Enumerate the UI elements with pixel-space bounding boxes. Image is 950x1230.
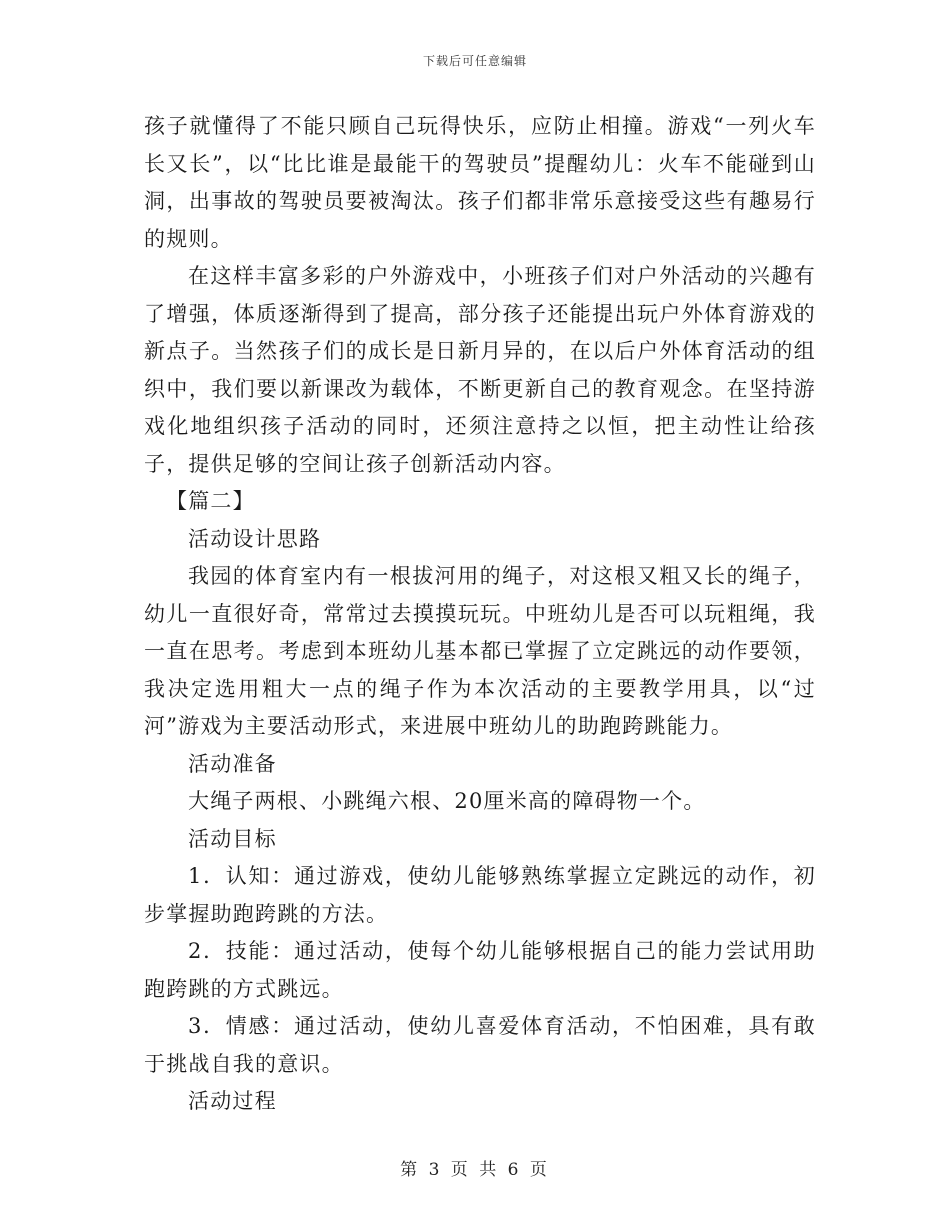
goal-item-cognition: 1．认知：通过游戏，使幼儿能够熟练掌握立定跳远的动作，初步掌握助跑跨跳的方法。 bbox=[144, 864, 816, 926]
heading-process: 活动过程 bbox=[188, 1089, 277, 1113]
heading-preparation: 活动准备 bbox=[188, 751, 277, 776]
page-number-footer: 第 3 页 共 6 页 bbox=[400, 1160, 550, 1180]
heading-goals: 活动目标 bbox=[188, 826, 277, 851]
goal-item-emotion: 3．情感：通过活动，使幼儿喜爱体育活动，不怕困难，具有敢于挑战自我的意识。 bbox=[144, 1014, 816, 1076]
document-body bbox=[144, 108, 816, 1121]
paragraph-continuation: 孩子就懂得了不能只顾自己玩得快乐，应防止相撞。游戏“一列火车长又长”，以“比比谁是最能干的驾驶员”提醒幼儿：火车不能碰到山洞，出事故的驾驶员要被淘汰。孩子们都非常乐意接受这些有趣易行的规则。 bbox=[144, 114, 816, 251]
section-heading-part-two: 【篇二】 bbox=[166, 489, 255, 513]
paragraph-outdoor-games: 在这样丰富多彩的户外游戏中，小班孩子们对户外活动的兴趣有了增强，体质逐渐得到了提高，部分孩子还能提出玩户外体育游戏的新点子。当然孩子们的成长是日新月异的，在以后户外体育活动的组织中，我们要以新课改为载体，不断更新自己的教育观念。在坚持游戏化地组织孩子活动的同时，还须注意持之以恒，把主动性让给孩子，提供足够的空间让孩子创新活动内容。 bbox=[144, 264, 816, 476]
goal-item-skill: 2．技能：通过活动，使每个幼儿能够根据自己的能力尝试用助跑跨跳的方式跳远。 bbox=[144, 939, 816, 1001]
page-header: 下载后可任意编辑 bbox=[422, 54, 527, 68]
heading-design-idea: 活动设计思路 bbox=[188, 526, 322, 551]
paragraph-design-idea: 我园的体育室内有一根拔河用的绳子，对这根又粗又长的绳子，幼儿一直很好奇，常常过去摸摸玩玩。中班幼儿是否可以玩粗绳，我一直在思考。考虑到本班幼儿基本都已掌握了立定跳远的动作要领，我决定选用粗大一点的绳子作为本次活动的主要教学用具，以“过河”游戏为主要活动形式，来进展中班幼儿的助跑跨跳能力。 bbox=[144, 564, 816, 738]
paragraph-preparation: 大绳子两根、小跳绳六根、20厘米高的障碍物一个。 bbox=[188, 789, 706, 813]
